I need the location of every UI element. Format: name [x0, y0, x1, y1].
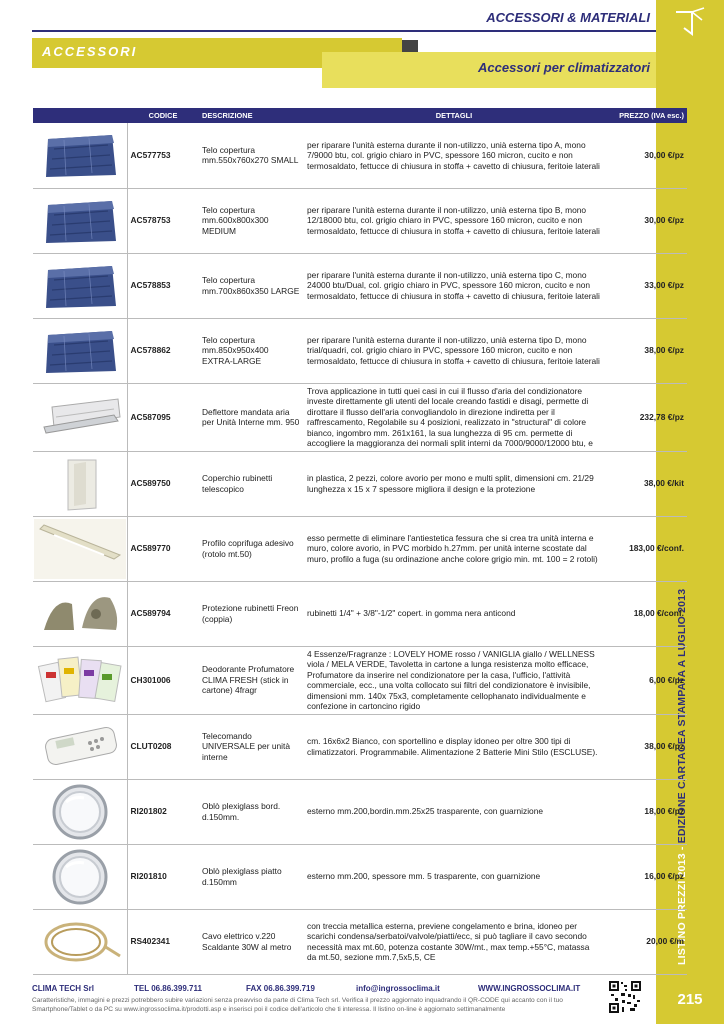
product-details: esterno mm.200, spessore mm. 5 trasparente, con guarnizione	[304, 844, 604, 909]
product-details: esso permette di eliminare l'antiestetica fessura che si crea tra unità interna e muro, colore avorio, in PVC morbido h.27mm. per unità interne scostate dal muro, profilo a fuga (su ordinazione anche colore grigio min. mt. 100 = 2 rotoli)	[304, 516, 604, 581]
cover-image	[34, 125, 126, 185]
product-description: Cavo elettrico v.220 Scaldante 30W al metro	[199, 909, 304, 974]
table-row	[33, 123, 687, 188]
product-details: 4 Essenze/Fragranze : LOVELY HOME rosso / VANIGLIA giallo / WELLNESS viola / MELA VERDE, Tavoletta in cartone a lunga resistenza molto efficace, Profumatore da inserire nel condizionatore per la casa, l'ufficio, l'attività commerciale, ecc., una volta collocato sui filtri del condizionatore è invisibile, dimensioni mm. 140x 75x3, completamente cellophanato individualmente e confezione in cartoncino rigido	[304, 646, 604, 714]
table-header-row	[33, 108, 687, 123]
porthole-image	[34, 782, 126, 842]
product-description: Oblò plexiglass bord. d.150mm.	[199, 779, 304, 844]
product-details: Trova applicazione in tutti quei casi in cui il flusso d'aria del condizionatore investe direttamente gli utenti del locale creando fastidi e disagi, permette di dirottare il flusso dell'aria convogliandolo in direzione indiretta per il raffrescamento, Regolabile su 4 posizioni, realizzato in "structural" di colore bianco, ingombro mm. 261x161, la sua lunghezza di 95 cm. permette di accogliere la maggioranza dei normali split interni da 7000/9000/12000 btu, e	[304, 383, 604, 451]
profile-image	[34, 519, 126, 579]
product-details: cm. 16x6x2 Bianco, con sportellino e display idoneo per oltre 300 tipi di climatizzatori. Programmabile. Alimentazione 2 Batterie Mini Stilo (ESCLUSE).	[304, 714, 604, 779]
product-price: 33,00 €/pz	[604, 253, 687, 318]
product-code: AC578853	[127, 253, 199, 318]
product-details: con treccia metallica esterna, previene congelamento e brina, idoneo per scarichi condensa/serbatoi/valvole/piatti/ecc, si può tagliare il cavo secondo necessità max mt.60, potenza costante 30W/mt., max temp.+55°C, matassa da mt.50, sezione mm.7,5x5,5, CE	[304, 909, 604, 974]
product-code: AC589770	[127, 516, 199, 581]
header-image-column	[33, 108, 127, 123]
cover-image	[34, 321, 126, 381]
footer-website[interactable]: WWW.INGROSSOCLIMA.IT	[478, 984, 581, 993]
product-price: 18,00 €/pz	[604, 779, 687, 844]
product-code: AC577753	[127, 123, 199, 188]
cable-image	[34, 912, 126, 972]
product-description: Telo copertura mm.600x800x300 MEDIUM	[199, 188, 304, 253]
rubber-image	[34, 584, 126, 644]
product-image	[33, 844, 127, 909]
product-code: AC578753	[127, 188, 199, 253]
product-image	[33, 779, 127, 844]
product-details: rubinetti 1/4" + 3/8"-1/2" copert. in gomma nera anticond	[304, 581, 604, 646]
product-description: Telo copertura mm.700x860x350 LARGE	[199, 253, 304, 318]
product-price: 38,00 €/pz	[604, 714, 687, 779]
cover-image	[34, 191, 126, 251]
product-price: 6,00 €/pz	[604, 646, 687, 714]
product-code: AC578862	[127, 318, 199, 383]
product-code: AC589794	[127, 581, 199, 646]
product-description: Telecomando UNIVERSALE per unità interne	[199, 714, 304, 779]
product-image	[33, 646, 127, 714]
header-prezzo: PREZZO (IVA esc.)	[604, 108, 687, 123]
products-table	[33, 108, 687, 975]
product-description: Protezione rubinetti Freon (coppia)	[199, 581, 304, 646]
product-price: 16,00 €/pz	[604, 844, 687, 909]
product-details: per riparare l'unità esterna durante il non-utilizzo, unià esterna tipo D, mono trial/quadri, col. grigio chiaro in PVC, spessore 160 micron, cucito e non termosaldato, fettucce di chiusura in stoffa + cavetto di chiusura, feritoie laterali	[304, 318, 604, 383]
product-code: RI201810	[127, 844, 199, 909]
table-row	[33, 451, 687, 516]
table-row	[33, 516, 687, 581]
category-label: ACCESSORI	[42, 44, 138, 59]
product-details: per riparare l'unità esterna durante il non-utilizzo, unià esterna tipo A, mono 7/9000 btu, col. grigio chiaro in PVC, spessore 160 micron, cucito e non termosaldato, fettucce di chiusura in stoffa + cavetto di chiusura, feritoie laterali	[304, 123, 604, 188]
footer-fax: FAX 06.86.399.719	[246, 984, 315, 993]
product-details: per riparare l'unità esterna durante il non-utilizzo, unià esterna tipo C, mono 24000 btu/Dual, col. grigio chiaro in PVC, spessore 160 micron, cucito e non termosaldato, fettucce di chiusura in stoffa + cavetto di chiusura, feritoie laterali	[304, 253, 604, 318]
header-codice: CODICE	[127, 108, 199, 123]
table-row	[33, 188, 687, 253]
product-price: 38,00 €/kit	[604, 451, 687, 516]
deodorant-image	[34, 650, 126, 710]
product-image	[33, 451, 127, 516]
product-image	[33, 516, 127, 581]
product-price: 30,00 €/pz	[604, 188, 687, 253]
table-row	[33, 253, 687, 318]
valve-cover-image	[34, 454, 126, 514]
product-price: 20,00 €/m	[604, 909, 687, 974]
footer-disclaimer: Caratteristiche, immagini e prezzi potrebbero subire variazioni senza preavviso da parte di Clima Tech srl. Verifica il prezzo aggiornato inquadrando il QR-CODE qui accanto con il tuo Smartphone/Tablet o da PC su www.ingrossoclima.it/prodotti.asp e inserisci poi il codice dell'articolo che ti interessa. Il listino on-line è aggiornato settimanalmente	[32, 997, 563, 1013]
product-description: Profilo coprifuga adesivo (rotolo mt.50)	[199, 516, 304, 581]
product-image	[33, 714, 127, 779]
product-price: 183,00 €/conf.	[604, 516, 687, 581]
product-image	[33, 581, 127, 646]
product-image	[33, 123, 127, 188]
header-dettagli: DETTAGLI	[304, 108, 604, 123]
deflector-image	[34, 387, 126, 447]
cover-image	[34, 256, 126, 316]
product-image	[33, 909, 127, 974]
product-image	[33, 318, 127, 383]
page-subtitle: Accessori per climatizzatori	[478, 60, 650, 75]
product-price: 232,78 €/pz	[604, 383, 687, 451]
product-price: 38,00 €/pz	[604, 318, 687, 383]
header-descrizione: DESCRIZIONE	[199, 108, 304, 123]
brand-logo-icon	[670, 4, 710, 40]
product-image	[33, 188, 127, 253]
footer-company: CLIMA TECH Srl	[32, 984, 94, 993]
remote-image	[34, 717, 126, 777]
footer-email[interactable]: info@ingrossoclima.it	[356, 984, 440, 993]
product-code: AC589750	[127, 451, 199, 516]
table-row	[33, 383, 687, 451]
product-price: 18,00 €/conf.	[604, 581, 687, 646]
product-description: Coperchio rubinetti telescopico	[199, 451, 304, 516]
table-row	[33, 646, 687, 714]
footer-tel: TEL 06.86.399.711	[134, 984, 202, 993]
product-description: Telo copertura mm.550x760x270 SMALL	[199, 123, 304, 188]
header-rule	[32, 30, 656, 32]
product-details: in plastica, 2 pezzi, colore avorio per mono e multi split, dimensioni cm. 21/29 lunghezza x 15 x 7 spessore migliora il design e la protezione	[304, 451, 604, 516]
product-code: RI201802	[127, 779, 199, 844]
section-title: ACCESSORI & MATERIALI	[486, 10, 650, 25]
product-code: CH301006	[127, 646, 199, 714]
table-row	[33, 581, 687, 646]
product-price: 30,00 €/pz	[604, 123, 687, 188]
qr-code-icon[interactable]	[608, 980, 642, 1014]
table-row	[33, 318, 687, 383]
table-row	[33, 844, 687, 909]
product-details: per riparare l'unità esterna durante il non-utilizzo, unià esterna tipo B, mono 12/18000 btu, col. grigio chiaro in PVC, spessore 160 micron, cucito e non termosaldato, fettucce di chiusura in stoffa + cavetto di chiusura, feritoie laterali	[304, 188, 604, 253]
product-description: Deodorante Profumatore CLIMA FRESH (stick in cartone) 4fragr	[199, 646, 304, 714]
product-description: Telo copertura mm.850x950x400 EXTRA-LARGE	[199, 318, 304, 383]
table-row	[33, 779, 687, 844]
page-number: 215	[677, 991, 703, 1008]
side-text-listino: LISTINO PREZZI 2013 -	[676, 843, 688, 965]
product-details: esterno mm.200,bordin.mm.25x25 trasparente, con guarnizione	[304, 779, 604, 844]
product-code: RS402341	[127, 909, 199, 974]
product-description: Oblò plexiglass piatto d.150mm	[199, 844, 304, 909]
porthole-image	[34, 847, 126, 907]
product-description: Deflettore mandata aria per Unità Interne mm. 950	[199, 383, 304, 451]
side-text-edition: EDIZIONE CARTACEA STAMPATA A LUGLIO 2013	[676, 588, 688, 844]
product-code: CLUT0208	[127, 714, 199, 779]
table-row	[33, 714, 687, 779]
product-image	[33, 383, 127, 451]
product-image	[33, 253, 127, 318]
product-code: AC587095	[127, 383, 199, 451]
table-row	[33, 909, 687, 974]
